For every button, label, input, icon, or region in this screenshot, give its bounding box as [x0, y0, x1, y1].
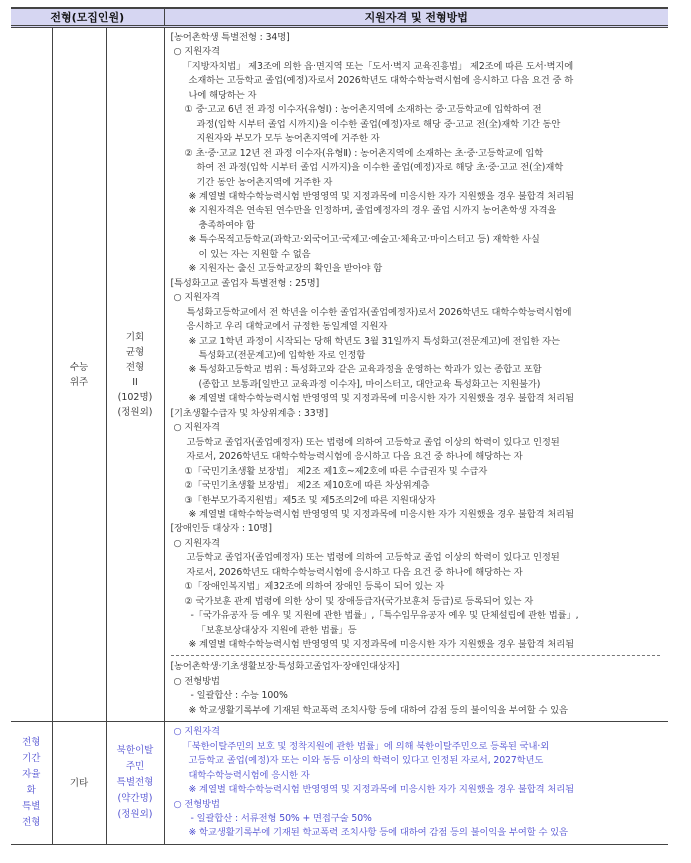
list-item	[171, 551, 668, 580]
text-line: ※ 계열별 대학수학능력시험 반영영역 및 지정과목에 미응시한 자가 지원했을 경우 불합격 처리됨	[188, 393, 574, 405]
text-line: ○ 전형방법	[173, 675, 220, 687]
text-line: [농어촌학생 특별전형 : 34명]	[170, 32, 290, 43]
text-line: ② 초·중·고교 12년 전 과정 이수자(유형Ⅱ) : 농어촌지역에 소재하는 초·중·고등학교에 입학	[184, 147, 544, 159]
text-line: ※ 계열별 대학수학능력시험 반영영역 및 지정과목에 미응시한 자가 지원했을 경우 불합격 처리됨	[188, 508, 574, 520]
text-line: - 일괄합산 : 서류전형 50% + 면접구술 50%	[190, 813, 372, 825]
text-line: 자로서, 2026학년도 대학수학능력시험에 응시하고 다음 요건 중 하나에 해당하는 자	[186, 451, 523, 463]
section-heading	[171, 45, 668, 59]
text-line: 과정(입학 시부터 졸업 시까지)을 이수한 졸업(예정)자로 해당 중·고교 전(全)재학 기간 동안	[196, 118, 561, 130]
list-item	[171, 609, 668, 638]
section-heading	[171, 675, 668, 689]
list-item	[171, 436, 668, 465]
note-item	[171, 508, 668, 522]
text-line: ②「국민기초생활 보장법」 제2조 제10호에 따른 차상위계층	[184, 480, 430, 492]
content-cell	[164, 722, 668, 845]
content-cell	[164, 27, 668, 722]
text-line: 「보훈보상대상자 지원에 관한 법률」등	[196, 624, 357, 636]
type-cell: 수능 위주	[52, 27, 106, 722]
section-heading	[171, 725, 668, 739]
section-title	[171, 522, 668, 536]
list-item	[171, 812, 668, 826]
section-heading	[171, 421, 668, 435]
note-item	[171, 783, 668, 797]
note-item	[171, 704, 668, 718]
note-item	[171, 363, 668, 392]
text-line: ○ 지원자격	[173, 422, 220, 434]
admission-cell: 북한이탈 주민 특별전형 (약간명) (정원외)	[106, 722, 164, 845]
text-line: ② 국가보훈 관계 법령에 의한 상이 및 장애등급자(국가보훈처 등급)로 등록되어 있는 자	[184, 595, 534, 607]
section-heading	[171, 798, 668, 812]
note-item	[171, 638, 668, 652]
text-line: 특성화고(전문계고)에 입학한 자로 인정함	[198, 349, 366, 361]
text-line: 응시하고 우리 대학교에서 규정한 동일계열 지원자	[186, 321, 388, 333]
list-item	[171, 60, 668, 103]
text-line: ③「한부모가족지원법」제5조 및 제5조의2에 따른 지원대상자	[184, 494, 436, 506]
text-line: 「북한이탈주민의 보호 및 정착지원에 관한 법률」에 의해 북한이탈주민으로 등록된 국내·외	[182, 740, 550, 752]
text-line: 충족하여야 함	[198, 219, 255, 231]
text-line: 소재하는 고등학교 졸업(예정)자로서 2026학년도 대학수학능력시험에 응시하고 다음 요건 중 하	[188, 75, 574, 87]
text-line: - 일괄합산 : 수능 100%	[190, 690, 288, 702]
note-item	[171, 262, 668, 276]
text-line: [기초생활수급자 및 차상위계층 : 33명]	[170, 407, 328, 419]
text-line: ※ 계열별 대학수학능력시험 반영영역 및 지정과목에 미응시한 자가 지원했을 경우 불합격 처리됨	[188, 190, 574, 202]
list-item	[171, 689, 668, 703]
text-line: (종합고 보통과[일반고 교육과정 이수자], 마이스터고, 대안교육 특성화고는 지원불가)	[198, 378, 541, 390]
text-line: 고등학교 졸업자(졸업예정자) 또는 법령에 의하여 고등학교 졸업 이상의 학력이 있다고 인정된	[186, 552, 560, 564]
note-item	[171, 392, 668, 406]
list-item	[171, 306, 668, 335]
text-line: ※ 고교 1학년 과정이 시작되는 당해 학년도 3월 31일까지 특성화고(전문계고)에 전입한 자는	[188, 335, 560, 347]
text-line: ※ 계열별 대학수학능력시험 반영영역 및 지정과목에 미응시한 자가 지원했을 경우 불합격 처리됨	[188, 639, 574, 651]
note-item	[171, 204, 668, 233]
section-heading	[171, 537, 668, 551]
text-line: 「지방자치법」 제3조에 의한 읍·면지역 또는「도서·벽지 교육진흥법」 제2조에 따른 도서·벽지에	[182, 60, 574, 72]
text-line: ○ 전형방법	[173, 798, 220, 810]
text-line: -「국가유공자 등 예우 및 지원에 관한 법률」,「특수임무유공자 예우 및 단체설립에 관한 법률」,	[190, 610, 579, 622]
header-qualification: 지원자격 및 전형방법	[164, 8, 668, 27]
note-item	[171, 826, 668, 840]
section-title	[171, 407, 668, 421]
note-item	[171, 233, 668, 262]
text-line: 나에 해당하는 자	[188, 89, 257, 101]
note-item	[171, 335, 668, 364]
text-line: ① 중·고교 6년 전 과정 이수자(유형Ⅰ) : 농어촌지역에 소재하는 중·고등학교에 입학하여 전	[184, 104, 542, 116]
admission-table	[11, 7, 668, 845]
list-item	[171, 479, 668, 493]
category-cell: 전형 기간 자율 화 특별 전형	[11, 722, 52, 845]
text-line: ※ 특수목적고등학교(과학고·외국어고·국제고·예술고·체육고·마이스터고 등) 재학한 사실	[188, 234, 540, 246]
text-line: ※ 계열별 대학수학능력시험 반영영역 및 지정과목에 미응시한 자가 지원했을 경우 불합격 처리됨	[188, 784, 574, 796]
type-cell: 기타	[52, 722, 106, 845]
section-title	[171, 31, 668, 45]
text-line: 고등학교 졸업(예정)자 또는 이와 동등 이상의 학력이 있다고 인정된 자로서, 2027학년도	[188, 755, 544, 767]
text-line: [특성화고교 졸업자 특별전형 : 25명]	[170, 277, 320, 289]
category-cell	[11, 27, 52, 722]
text-line: ①「국민기초생활 보장법」 제2조 제1호~제2호에 따른 수급권자 및 수급자	[184, 465, 488, 477]
text-line: ※ 특성화고등학교 범위 : 특성화고와 같은 교육과정을 운영하는 학과가 있는 종합고 포함	[188, 364, 542, 376]
table-row-north-korean-defector	[11, 722, 668, 845]
note-item	[171, 190, 668, 204]
text-line: 고등학교 졸업자(졸업예정자) 또는 법령에 의하여 고등학교 졸업 이상의 학력이 있다고 인정된	[186, 436, 560, 448]
text-line: [장애인등 대상자 : 10명]	[170, 523, 272, 535]
text-line: ※ 학교생활기록부에 기재된 학교폭력 조치사항 등에 대하여 감점 등의 불이익을 부여할 수 있음	[188, 704, 568, 716]
text-line: ○ 지원자격	[173, 537, 220, 549]
text-line: ①「장애인복지법」제32조에 의하여 장애인 등록이 되어 있는 자	[184, 581, 445, 593]
list-item	[171, 580, 668, 594]
list-item	[171, 103, 668, 146]
text-line: 지원자와 부모가 모두 농어촌지역에 거주한 자	[196, 133, 380, 145]
text-line: ※ 학교생활기록부에 기재된 학교폭력 조치사항 등에 대하여 감점 등의 불이익을 부여할 수 있음	[188, 827, 568, 839]
text-line: 기간 동안 농어촌지역에 거주한 자	[196, 176, 333, 188]
text-line: 이 있는 자는 지원할 수 없음	[198, 248, 311, 260]
list-item	[171, 494, 668, 508]
dashed-divider	[171, 655, 660, 656]
admission-cell: 기회 균형 전형 II (102명) (정원외)	[106, 27, 164, 722]
text-line: ※ 지원자격은 연속된 연수만을 인정하며, 졸업예정자의 경우 졸업 시까지 농어촌학생 자격을	[188, 205, 557, 217]
header-admission-type: 전형(모집인원)	[11, 8, 164, 27]
section-title	[171, 660, 668, 674]
list-item	[171, 595, 668, 609]
header-row	[11, 8, 668, 27]
text-line: 하여 전 과정(입학 시부터 졸업 시까지)을 이수한 졸업(예정)자로 해당 초·중·고교 전(全)재학	[196, 162, 564, 174]
list-item	[171, 147, 668, 190]
text-line: [농어촌학생·기초생활보장·특성화고졸업자·장애인대상자]	[170, 661, 400, 673]
text-line: ○ 지원자격	[173, 726, 220, 738]
list-item	[171, 465, 668, 479]
text-line: ※ 지원자는 출신 고등학교장의 확인을 받아야 함	[188, 263, 383, 275]
text-line: 특성화고등학교에서 전 학년을 이수한 졸업자(졸업예정자)로서 2026학년도 대학수학능력시험에	[186, 306, 572, 318]
text-line: 자로서, 2026학년도 대학수학능력시험에 응시하고 다음 요건 중 하나에 해당하는 자	[186, 566, 523, 578]
section-heading	[171, 291, 668, 305]
table-row-opportunity	[11, 27, 668, 722]
list-item	[171, 740, 668, 783]
text-line: 대학수학능력시험에 응시한 자	[188, 769, 310, 781]
text-line: ○ 지원자격	[173, 46, 220, 58]
text-line: ○ 지원자격	[173, 292, 220, 304]
section-title	[171, 277, 668, 291]
